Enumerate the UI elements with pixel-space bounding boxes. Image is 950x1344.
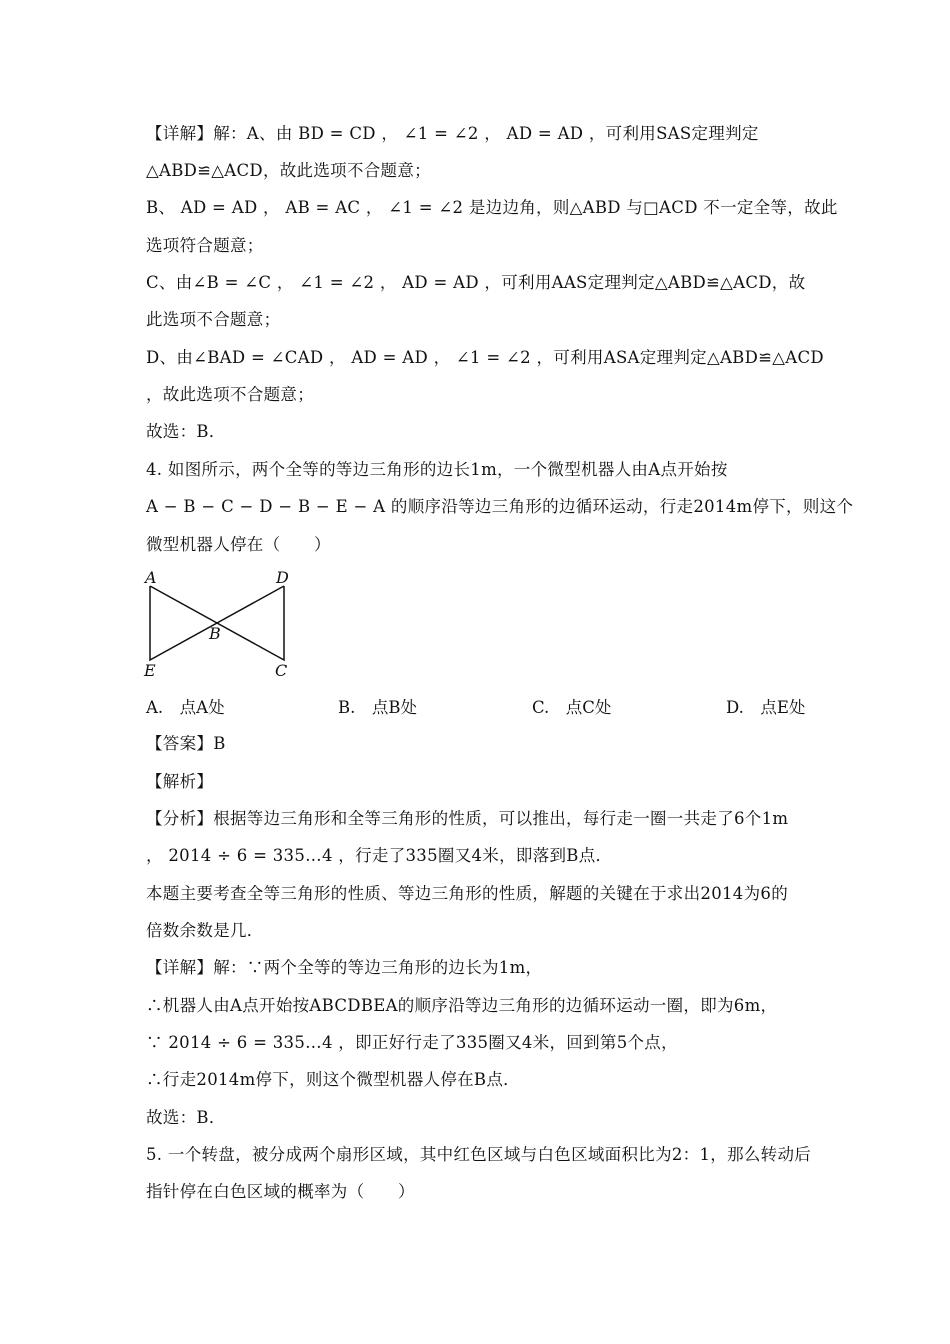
q4-analysis-line-2: ， 2014 ÷ 6 = 335…4 ，行走了335圈又4米，即落到B点． [146,846,613,865]
label-a: A [145,568,157,587]
q4-analysis-line-3: 本题主要考查全等三角形的性质、等边三角形的性质，解题的关键在于求出2014为6的 [146,884,788,903]
q5-stem-line-1: 5. 一个转盘，被分成两个扇形区域，其中红色区域与白色区域面积比为2：1，那么转动后 [146,1145,812,1164]
q3-detail-line-5: C、由∠B = ∠C ， ∠1 = ∠2 ， AD = AD ，可利用AAS定理判定△ABD≌△ACD，故 [146,273,806,292]
q3-detail-line-6: 此选项不合题意； [146,310,281,329]
q3-detail-line-4: 选项符合题意； [146,236,264,255]
q4-analysis-line-1: 【分析】根据等边三角形和全等三角形的性质，可以推出，每行走一圈一共走了6个1m [146,809,789,828]
q3-detail-line-2: △ABD≌△ACD，故此选项不合题意； [146,161,431,180]
q4-detail-line-4: ∴行走2014m停下，则这个微型机器人停在B点． [146,1070,520,1089]
label-d: D [276,568,289,587]
q4-analysis-line-4: 倍数余数是几． [146,921,264,940]
q3-detail-line-7: D、由∠BAD = ∠CAD ， AD = AD ， ∠1 = ∠2 ，可利用ASA定理判定△ABD≌△ACD [146,348,824,367]
choice-b: B. 点B处 [338,698,417,717]
label-b: B [209,624,221,643]
q3-detail-line-8: ，故此选项不合题意； [146,385,314,404]
q3-answer: 故选：B． [146,422,226,441]
choice-d: D. 点E处 [726,698,806,717]
triangle-abe [150,586,217,660]
triangle-dbc [217,586,284,660]
q4-stem-line-2: A − B − C − D − B − E − A 的顺序沿等边三角形的边循环运动，行走2014m停下，则这个 [146,497,854,516]
label-e: E [144,661,156,680]
q4-final-answer: 故选：B． [146,1108,226,1127]
q4-answer: 【答案】B [146,734,226,753]
q4-detail-line-2: ∴机器人由A点开始按ABCDBEA的顺序沿等边三角形的边循环运动一圈，即为6m， [146,996,778,1015]
choice-c: C. 点C处 [532,698,612,717]
choice-a: A. 点A处 [146,698,225,717]
q4-detail-line-3: ∵ 2014 ÷ 6 = 335…4 ，即正好行走了335圈又4米，回到第5个点， [146,1033,678,1052]
q4-stem-line-3: 微型机器人停在（ ） [146,535,331,554]
q3-detail-line-3: B、 AD = AD ， AB = AC ， ∠1 = ∠2 是边边角，则△ABD 与□ACD 不一定全等，故此 [146,198,838,217]
q3-detail-line-1: 【详解】解：A、由 BD = CD ， ∠1 = ∠2 ， AD = AD ，可利用SAS定理判定 [146,124,759,143]
q4-detail-line-1: 【详解】解：∵两个全等的等边三角形的边长为1m， [146,958,543,977]
label-c: C [275,661,288,680]
q4-triangles-figure [140,566,300,682]
q4-analysis-title: 【解析】 [146,772,214,791]
q4-stem-line-1: 4. 如图所示，两个全等的等边三角形的边长1m，一个微型机器人由A点开始按 [146,460,728,479]
q5-stem-line-2: 指针停在白色区域的概率为（ ） [146,1182,415,1201]
